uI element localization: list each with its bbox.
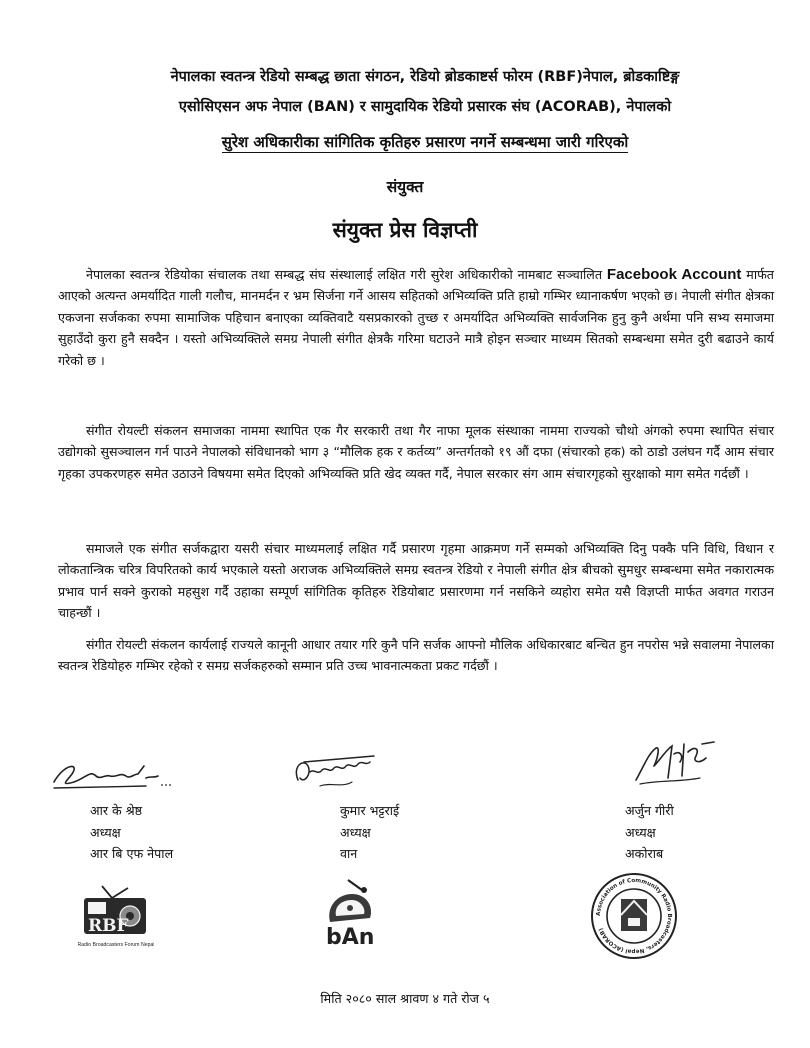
ban-logo <box>322 878 384 950</box>
paragraph-1 <box>58 264 774 371</box>
header-line-2: एसोसिएसन अफ नेपाल (BAN) र सामुदायिक रेडियो प्रसारक संघ (ACORAB), नेपालको <box>178 99 672 115</box>
header-line-1: नेपालका स्वतन्त्र रेडियो सम्बद्ध छाता संगठन, रेडियो ब्रोडकाष्टर्स फोरम (RBF)नेपाल, ब्रोडकाष्टिङ्ग <box>170 69 680 85</box>
signatory-2-org: वान <box>340 846 358 861</box>
signatory-3-name: अर्जुन गीरी <box>625 803 674 818</box>
signatory-3 <box>625 800 674 865</box>
signatory-2-name: कुमार भट्टराई <box>340 803 400 818</box>
signatory-1-org: आर बि एफ नेपाल <box>90 846 174 861</box>
signatory-1 <box>90 800 173 865</box>
signatory-2 <box>340 800 399 865</box>
facebook-account-text: Facebook Account <box>606 266 742 283</box>
signatory-1-role: अध्यक्ष <box>90 824 121 840</box>
signatory-1-name: आर के श्रेष्ठ <box>90 803 143 818</box>
rbf-logo-subtitle: Radio Broadcasters Forum Nepal <box>78 942 154 948</box>
signatory-3-org: अकोराब <box>625 846 664 861</box>
paragraph-4: संगीत रोयल्टी संकलन कार्यलाई राज्यले कानूनी आधार तयार गरि कुनै पनि सर्जक आफ्नो मौलिक अधिकारबाट बन्चित हुन नपरोस भन्ने सवालमा नेपालका स्वतन्त्र रेडियोहरु गम्भिर रहेको र समग्र सर्जकहरुको सम्मान प्रति उच्च भावनात्मकता प्रकट गर्दछौं । <box>58 637 774 674</box>
document-title: संयुक्त प्रेस विज्ञप्ती <box>332 218 478 242</box>
rbf-logo-mark: RBF <box>88 916 129 936</box>
signature-2 <box>290 748 400 796</box>
paragraph-1-start: नेपालका स्वतन्त्र रेडियोका संचालक तथा सम्बद्ध संघ संस्थालाई लक्षित गरी सुरेश अधिकारीको नामबाट सञ्चालित <box>86 267 607 282</box>
signatory-3-role: अध्यक्ष <box>625 824 656 840</box>
subject-text: सुरेश अधिकारीका सांगितिक कृतिहरु प्रसारण नगर्ने सम्बन्धमा जारी गरिएको <box>221 133 629 151</box>
signature-3 <box>630 736 720 792</box>
ban-logo-mark: bAn <box>326 925 375 950</box>
rbf-logo <box>78 884 154 950</box>
signatory-2-role: अध्यक्ष <box>340 824 371 840</box>
joint-label: संयुक्त <box>386 178 424 196</box>
acorab-seal-ring-text: Association of Community Radio Broadcasters, Nepal (ACORAB) <box>595 877 673 955</box>
paragraph-3: समाजले एक संगीत सर्जकद्वारा यसरी संचार माध्यमलाई लक्षित गर्दै प्रसारण गृहमा आक्रमण गर्ने सम्मको अभिव्यक्ति दिनु पक्कै पनि विधि, विधान र लोकतान्त्रिक चरित्र विपरितको कार्य भएकाले यस्तो अराजक अभिव्यक्तिले समग्र स्वतन्त्र रेडियो र नेपाली संगीत क्षेत्र बीचको सुमधुर सम्बन्धमा समेत नकारात्मक प्रभाव पार्न सक्ने कुराको महसुश गर्दै उहाका सम्पूर्ण सांगितिक कृतिहरु रेडियोबाट प्रसारणमा गर्न नसकिने व्यहोरा समेत यसै विज्ञप्ती मार्फत अवगत गराउन चाहन्छौं । <box>58 541 774 621</box>
signature-1 <box>50 752 180 796</box>
paragraph-1-end: मार्फत आएको अत्यन्त अमर्यादित गाली गलौच, मानमर्दन र भ्रम सिर्जना गर्ने आसय सहितको अभिव्यक्ति प्रति हाम्रो गम्भिर ध्यानाकर्षण भएको छ। नेपाली संगीत क्षेत्रका एकजना सर्जकका रुपमा सामाजिक पहिचान बनाएका व्यक्तिवाटै यसप्रकारको तुच्छ र अमर्यादित अभिव्यक्ति सार्वजनिक हुनु कुनै अर्थमा पनि सभ्य समाजमा सुहाउँदो कुरा हुनै सक्दैन । यस्तो अभिव्यक्तिले समग्र नेपाली संगीत क्षेत्रकै गरिमा घटाउने मात्रै होइन सञ्चार माध्यम सितको सम्बन्धमा समेत दुरी बढाउने कार्य गरेको छ । <box>58 267 774 368</box>
subject-line <box>80 132 770 152</box>
issue-date: मिति २०८० साल श्रावण ४ गते रोज ५ <box>320 991 490 1006</box>
paragraph-2: संगीत रोयल्टी संकलन समाजका नाममा स्थापित एक गैर सरकारी तथा गैर नाफा मूलक संस्थाका नाममा राज्यको चौथो अंगको रुपमा स्थापित संचार उद्योगको सुसञ्चालन गर्न पाउने नेपालको संविधानको भाग ३ “मौलिक हक र कर्तव्य” अन्तर्गतको १९ औं दफा (संचारको हक) को ठाडो उलंघन गर्दै आम संचार गृहका उपकरणहरु समेत उठाउने विषयमा समेत दिएको अभिव्यक्ति प्रति खेद व्यक्त गर्दै, नेपाल सरकार संग आम संचारगृहको सुरक्षाको माग समेत गर्दछौं । <box>58 423 774 481</box>
acorab-seal <box>590 872 678 960</box>
